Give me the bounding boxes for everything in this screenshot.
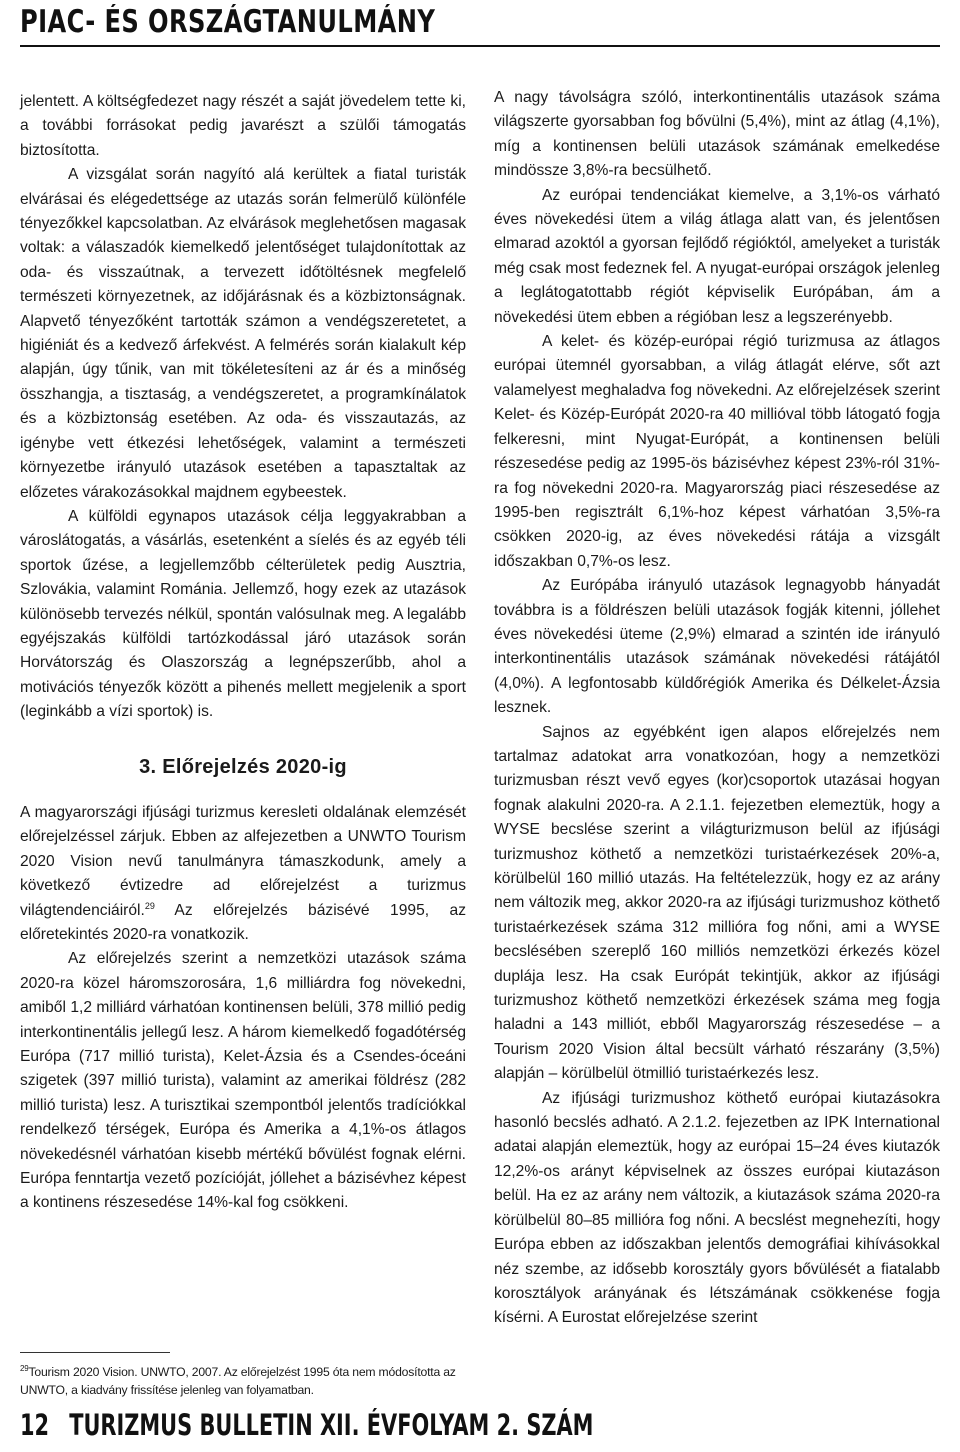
footnote-text: Tourism 2020 Vision. UNWTO, 2007. Az előrejelzést 1995 óta nem módosította az UNWTO, a kiadvány frissítése jelenleg van folyamatban. [20,1365,456,1397]
publication-title: TURIZMUS BULLETIN XII. ÉVFOLYAM 2. SZÁM [69,1408,594,1442]
paragraph: Az előrejelzés szerint a nemzetközi utazások száma 2020-ra közel háromszorosára, 1,6 milliárdra fog növekedni, amiből 1,2 milliárd várhatóan kontinensen belüli, 378 millió pedig interkontinentális jellegű lesz. A három kiemelkedő fogadótérség Európa (717 millió turista), Kelet-Ázsia és a Csendes-óceáni szigetek (397 millió turista), valamint az amerikai földrész (282 millió turista) lesz. A turisztikai szempontból jelentős tradíciókkal rendelkező térségek, Európa és Amerika a 4,1%-os átlagos növekedésnél várhatóan kisebb mértékű bővülést fognak elérni. Európa fenntartja vezető pozícióját, jóllehet a bázisévhez képest a kontinens részesedése 14%-kal fog csökkeni. [20,950,466,1212]
paragraph: Az Európába irányuló utazások legnagyobb hányadát továbbra is a földrészen belüli utazások fogják kitenni, jóllehet éves növekedési üteme (2,9%) elmarad a szintén ide irányuló interkontinentális utazások számának növekedési rátájától (4,0%). A legfontosabb küldőrégiók Amerika és Délkelet-Ázsia lesznek. [494,577,940,717]
footnote-number: 29 [20,1363,29,1373]
running-header-title: PIAC- ÉS ORSZÁGTANULMÁNY [20,4,436,40]
footnote-reference[interactable]: 29 [144,900,155,911]
paragraph [20,801,466,947]
paragraph: Sajnos az egyébként igen alapos előrejelzés nem tartalmaz adatokat arra vonatkozóan, hogy a nemzetközi turizmusban részt vevő egyes (kor)csoportok utazásai hogyan fognak alakulni 2020-ra. A 2.1.1. fejezetben elemeztük, hogy a WYSE becslése szerint a világturizmuson belül az ifjúsági turizmushoz köthető a nemzetközi turistaérkezések 20%-a, körülbelül 160 millió utazás. Ha feltételezzük, hogy ez az arány nem változik meg, akkor 2020-ra az ifjúsági turizmushoz köthető turistaérkezések száma 312 millióra fog nőni, ami a WYSE becslésében szereplő 160 milliós nemzetközi érkezés közel duplája lesz. Ha csak Európát tekintjük, akkor az ifjúsági turizmushoz köthető nemzetközi érkezések száma meg fogja haladni a 143 milliót, ebből Magyarország részesedése – a Tourism 2020 Vision által becsült várható részarány (3,5%) alapján – körülbelül ötmillió turistaérkezés lesz. [494,723,940,1083]
left-column [20,90,466,1216]
paragraph: Az európai tendenciákat kiemelve, a 3,1%-os várható éves növekedési ütem a világ átlaga alatt van, és jelentősen elmarad azoktól a gyorsan fejlődő régióktól, amelyeket a turisták még csak most fedeznek fel. A nyugat-európai országok jelenleg a leglátogatottabb régiót képviselik Európában, ám a növekedési ütem ebben a régióban lesz a legszerényebb. [494,186,940,326]
page-number: 12 [20,1408,50,1442]
running-footer [20,1408,593,1442]
paragraph: Az ifjúsági turizmushoz köthető európai kiutazásokra hasonló becslés adható. A 2.1.2. fejezetben az IPK International adatai alapján elemeztük, hogy az európai 15–24 éves kiutazók 12,2%-os arányt képviselnek az összes európai kiutazáson belül. Ha ez az arány nem változik, a kiutazások száma 2020-ra körülbelül 80–85 millióra fog nőni. A becslést megnehezíti, hogy Európa ebben az időszakban jelentős demográfiai kihívásokkal néz szembe, az idősebb korosztály gyors bővülését a fiatalabb korosztályok arányának és létszámának csökkenése fogja kísérni. A Eurostat előrejelzése szerint [494,1089,940,1327]
paragraph-text: Az előrejelzés bázisévé 1995, az előretekintés 2020-ra vonatkozik. [20,901,466,943]
paragraph: A nagy távolságra szóló, interkontinentális utazások száma világszerte gyorsabban fog bővülni (5,4%), mint az átlag (4,1%), míg a kontinensen belüli utazások számának emelkedése mindössze 3,8%-ra becsülhető. [494,89,940,180]
paragraph: A vizsgálat során nagyító alá kerültek a fiatal turisták elvárásai és elégedettsége az utazás során felmerülő különféle tényezőkkel kapcsolatban. Az elvárások meglehetősen magasak voltak: a válaszadók kiemelkedő jelentőséget tulajdonítottak az oda- és visszaútnak, a tervezett időtöltésnek megfelelő természeti környezetnek, az időjárásnak és a közbiztonságnak. Alapvető tényezőként tartották számon a vendégszeretetet, a higiéniát és a kedvező árfekvést. A felmérés során kialakult kép alapján, úgy tűnik, van mit tökéletesíteni az ár és a minőség összhangja, a tisztaság, a vendégszeretet, a programkínálatok és a közbiztonság esetében. Az oda- és visszautazás, az igénybe vett étkezési lehetőségek, valamint a természeti környezetbe irányuló utazások esetében a tapasztaltak az előzetes várakozásokkal majdnem egybeestek. [20,166,466,501]
footnote-rule [20,1352,170,1353]
paragraph: jelentett. A költségfedezet nagy részét a saját jövedelem tette ki, a további forrásokat pedig javarészt a szülői támogatás biztosította. [20,93,466,159]
paragraph-text: A magyarországi ifjúsági turizmus keresleti oldalának elemzését előrejelzéssel zárjuk. Ebben az alfejezetben a UNWTO Tourism 2020 Vision nevű tanulmányra támaszkodunk, amely a következő évtizedre ad előrejelzést a turizmus világtendenciáiról. [20,803,466,919]
paragraph: A külföldi egynapos utazások célja leggyakrabban a városlátogatás, a vásárlás, esetenként a síelés és az egyéb téli sportok űzése, a legjellemzőbb célterületek pedig Ausztria, Szlovákia, valamint Románia. Jellemző, hogy ezek az utazások különösebb tervezés nélkül, spontán valósulnak meg. A legalább egyéjszakás külföldi tartózkodással járó utazások során Horvátország és Olaszország a legnépszerűbb, ahol a motivációs tényezők között a pihenés mellett megjelenik a sport (leginkább a vízi sportok) is. [20,507,466,721]
header-rule [20,45,940,47]
right-column [494,86,940,1331]
paragraph: A kelet- és közép-európai régió turizmusa az átlagos európai ütemnél gyorsabban, a világ átlagát elérve, sőt azt valamelyest meghaladva fog növekedni. Az előrejelzések szerint Kelet- és Közép-Európát 2020-ra 40 millióval több látogató fogja felkeresni, mint Nyugat-Európát, a kontinensen belüli részesedése pedig az 1995-ös bázisévhez képest 23%-ról 31%-ra fog növekedni 2020-ra. Magyarország piaci részesedése az 1995-ben regisztrált 6,1%-hoz képest várhatóan 3,5%-ra csökken 2020-ig, az éves növekedési rátája a vizsgált időszakban 0,7%-os lesz. [494,333,940,570]
section-heading: 3. Előrejelzés 2020-ig [139,755,347,778]
footnote [20,1363,466,1399]
